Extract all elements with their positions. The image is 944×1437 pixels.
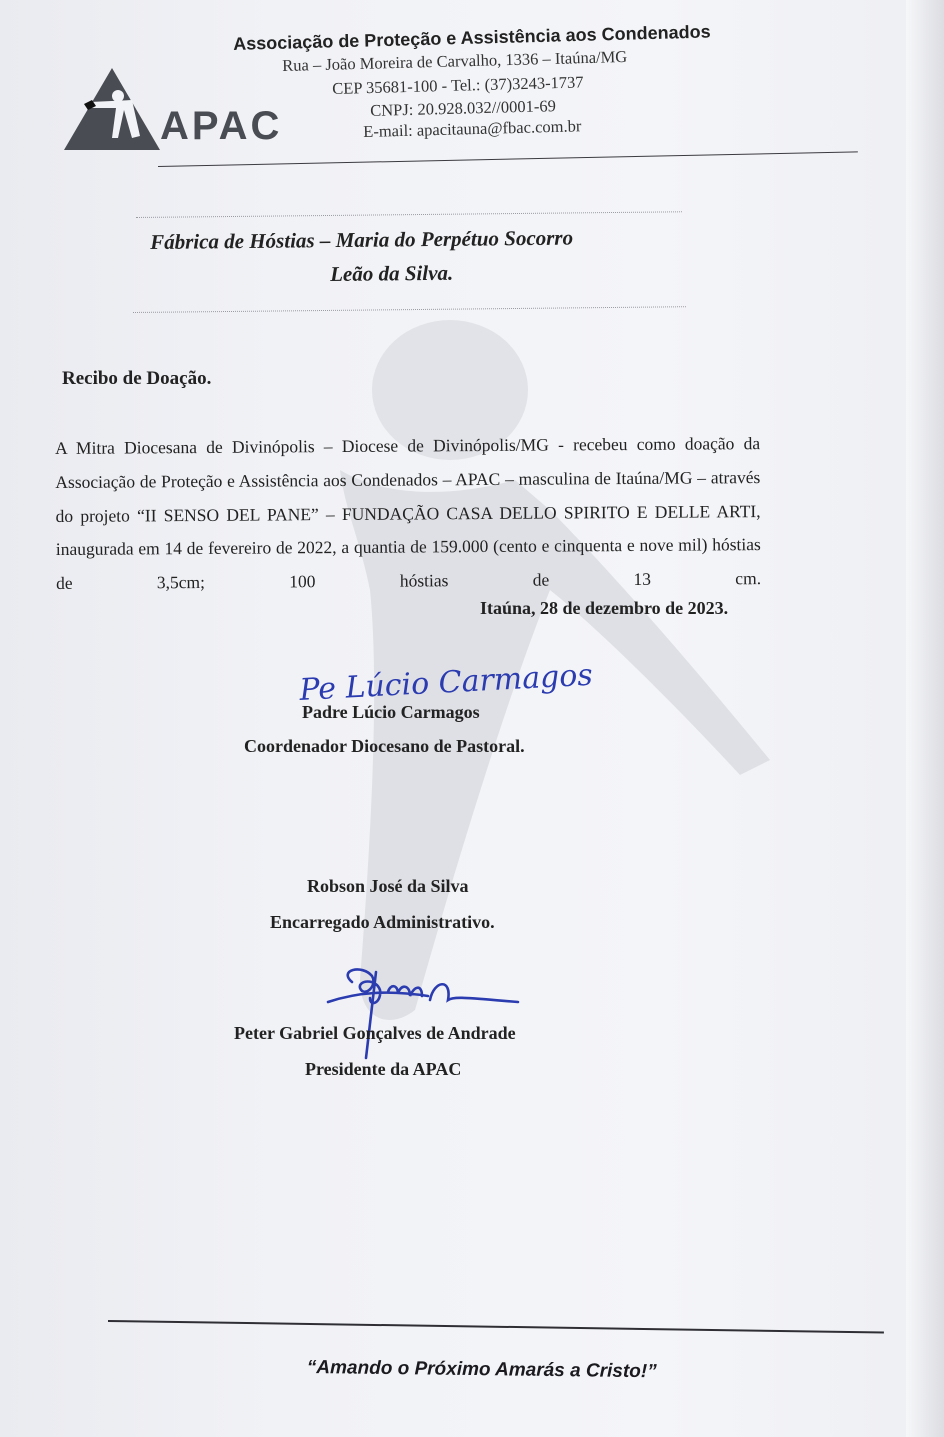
paper-edge bbox=[906, 0, 944, 1437]
handwritten-signature-3 bbox=[318, 962, 528, 1062]
signatory-3-name: Peter Gabriel Gonçalves de Andrade bbox=[234, 1023, 516, 1043]
factory-title-line-1: Fábrica de Hóstias – Maria do Perpétuo Socorro bbox=[150, 225, 574, 254]
signatory-1-name: Padre Lúcio Carmagos bbox=[302, 702, 480, 722]
organization-name: Associação de Proteção e Assistência aos Condenados bbox=[233, 21, 711, 54]
signatory-2-role: Encarregado Administrativo. bbox=[270, 912, 495, 932]
factory-title-line-2: Leão da Silva. bbox=[330, 260, 454, 286]
header-divider bbox=[158, 151, 858, 167]
apac-logo-text: APAC bbox=[160, 104, 283, 148]
signatory-1-role: Coordenador Diocesano de Pastoral. bbox=[244, 736, 525, 756]
signatory-3-role: Presidente da APAC bbox=[305, 1059, 462, 1079]
signatory-2-name: Robson José da Silva bbox=[307, 876, 469, 896]
header-cnpj: CNPJ: 20.928.032//0001-69 bbox=[370, 96, 557, 120]
header-address: Rua – João Moreira de Carvalho, 1336 – Itaúna/MG bbox=[282, 46, 628, 75]
signature-1-text: Pe Lúcio Carmagos bbox=[298, 657, 594, 708]
receipt-title: Recibo de Doação. bbox=[62, 368, 212, 389]
dotted-divider-top bbox=[136, 211, 682, 218]
header-cep-phone: CEP 35681-100 - Tel.: (37)3243-1737 bbox=[332, 72, 584, 98]
footer-motto: “Amando o Próximo Amarás a Cristo!” bbox=[306, 1357, 657, 1383]
place-date: Itaúna, 28 de dezembro de 2023. bbox=[480, 598, 729, 618]
footer-divider bbox=[108, 1320, 884, 1333]
header-email: E-mail: apacitauna@fbac.com.br bbox=[363, 116, 582, 141]
receipt-body: A Mitra Diocesana de Divinópolis – Diocese de Divinópolis/MG - recebeu como doação da Associação de Proteção e Assistência aos Condenados – APAC – masculina de Itaúna/MG – através do projeto “II SENSO DEL PANE” – FUNDAÇÃO CASA DELLO SPIRITO E DELLE ARTI, inaugurada em 14 de fevereiro de 2022, a quantia de 159.000 (cento e cinquenta e nove mil) hóstias de 3,5cm; 100 hóstias de 13 cm. bbox=[55, 433, 762, 594]
dotted-divider-bottom bbox=[133, 306, 686, 313]
apac-logo-icon bbox=[62, 66, 162, 152]
